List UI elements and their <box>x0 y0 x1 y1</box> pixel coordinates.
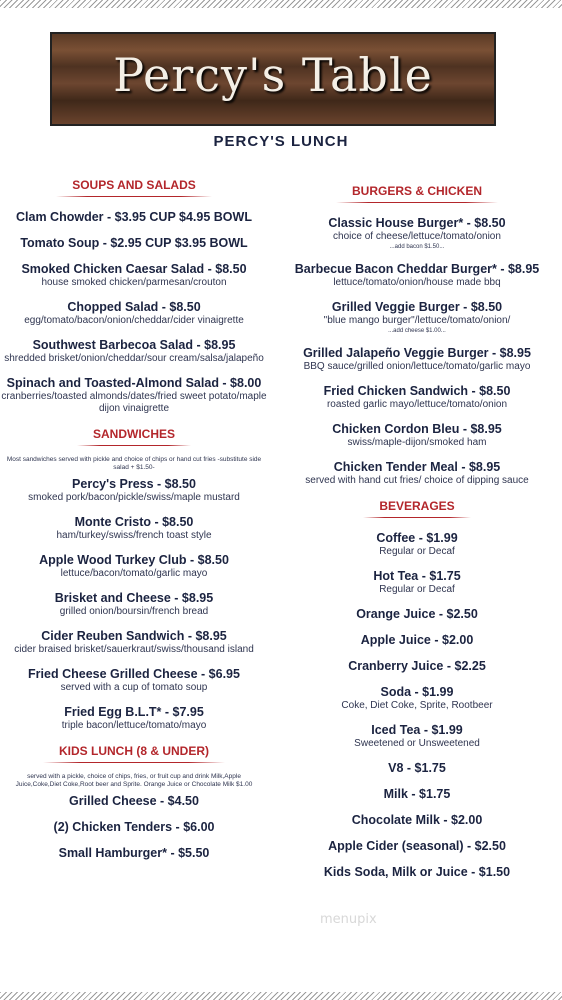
section-note: Most sandwiches served with pickle and choice of chips or hand cut fries -substitute side salad + $1.50- <box>6 456 262 471</box>
item-description: served with a cup of tomato soup <box>60 682 208 693</box>
item-name-price: Orange Juice - $2.50 <box>356 607 478 621</box>
section-title: SOUPS AND SALADS <box>56 178 212 195</box>
menu-item <box>0 375 268 415</box>
menu-item <box>286 786 548 802</box>
item-name-price: Fried Cheese Grilled Cheese - $6.95 <box>28 667 240 681</box>
item-name-price: Clam Chowder - $3.95 CUP $4.95 BOWL <box>16 210 252 224</box>
item-description: choice of cheese/lettuce/tomato/onion <box>333 231 501 242</box>
item-name-price: Grilled Jalapeño Veggie Burger - $8.95 <box>303 346 531 360</box>
item-description: BBQ sauce/grilled onion/lettuce/tomato/garlic mayo <box>303 361 531 372</box>
menu-item <box>286 864 548 880</box>
item-description: Regular or Decaf <box>379 546 455 557</box>
menu-item <box>0 552 268 580</box>
menu-item <box>0 299 268 327</box>
item-name-price: Chicken Tender Meal - $8.95 <box>333 460 501 474</box>
item-name-price: Barbecue Bacon Cheddar Burger* - $8.95 <box>294 262 540 276</box>
menu-item <box>286 684 548 712</box>
menu-item <box>286 261 548 289</box>
item-name-price: Soda - $1.99 <box>380 685 454 699</box>
item-description: lettuce/tomato/onion/house made bbq <box>333 277 501 288</box>
item-description: roasted garlic mayo/lettuce/tomato/onion <box>326 399 508 410</box>
menu-item <box>286 459 548 487</box>
section-header <box>286 182 548 209</box>
item-description: grilled onion/boursin/french bread <box>59 606 209 617</box>
item-description: served with hand cut fries/ choice of dipping sauce <box>305 475 529 486</box>
item-name-price: Apple Cider (seasonal) - $2.50 <box>328 839 506 853</box>
item-name-price: Brisket and Cheese - $8.95 <box>54 591 214 605</box>
menu-item <box>0 209 268 225</box>
item-name-price: Apple Juice - $2.00 <box>360 633 474 647</box>
item-name-price: Chicken Cordon Bleu - $8.95 <box>332 422 502 436</box>
section-note: served with a pickle, choice of chips, fries, or fruit cup and drink Milk,Apple Juice,Coke,Diet Coke,Root beer and Sprite. Orange Juice or Chocolate Milk $1.00 <box>15 773 253 788</box>
menu-item <box>286 345 548 373</box>
section-header <box>0 742 268 769</box>
item-description: shredded brisket/onion/cheddar/sour cream/salsa/jalapeño <box>4 353 264 364</box>
item-name-price: Fried Egg B.L.T* - $7.95 <box>64 705 204 719</box>
menu-item <box>0 666 268 694</box>
menu-item <box>0 337 268 365</box>
item-name-price: Small Hamburger* - $5.50 <box>58 846 210 860</box>
item-name-price: V8 - $1.75 <box>388 761 446 775</box>
item-description: swiss/maple-dijon/smoked ham <box>347 437 487 448</box>
restaurant-name: Percy's Table <box>113 48 433 102</box>
section-title: BURGERS & CHICKEN <box>336 184 498 201</box>
menu-item <box>0 590 268 618</box>
item-name-price: Chopped Salad - $8.50 <box>67 300 201 314</box>
section-title: BEVERAGES <box>363 499 470 516</box>
item-description: house smoked chicken/parmesan/crouton <box>41 277 227 288</box>
menu-item <box>0 261 268 289</box>
item-description: cider braised brisket/sauerkraut/swiss/thousand island <box>14 644 254 655</box>
menu-item <box>0 819 268 835</box>
item-addon-note: ...add cheese $1.00... <box>388 328 446 334</box>
menu-item <box>0 235 268 251</box>
menu-item <box>286 658 548 674</box>
item-description: Sweetened or Unsweetened <box>354 738 480 749</box>
menu-section <box>286 497 548 880</box>
menu-item <box>286 760 548 776</box>
right-menu-column <box>286 182 548 890</box>
item-name-price: Milk - $1.75 <box>383 787 451 801</box>
item-addon-note: ...add bacon $1.50... <box>389 244 445 250</box>
menu-section <box>286 182 548 487</box>
item-description: ham/turkey/swiss/french toast style <box>56 530 212 541</box>
section-header <box>0 425 268 452</box>
left-menu-column <box>0 176 268 871</box>
item-name-price: Grilled Veggie Burger - $8.50 <box>331 300 503 314</box>
item-name-price: Kids Soda, Milk or Juice - $1.50 <box>323 865 511 879</box>
menu-item <box>286 421 548 449</box>
menu-section <box>0 176 268 415</box>
item-description: Coke, Diet Coke, Sprite, Rootbeer <box>341 700 493 711</box>
item-name-price: Hot Tea - $1.75 <box>373 569 461 583</box>
section-header <box>286 497 548 524</box>
menu-item <box>286 568 548 596</box>
section-title: KIDS LUNCH (8 & UNDER) <box>43 744 225 761</box>
item-description: cranberries/toasted almonds/dates/fried sweet potato/maple dijon vinaigrette <box>1 391 267 414</box>
menu-item <box>286 606 548 622</box>
item-name-price: Iced Tea - $1.99 <box>371 723 463 737</box>
menu-item <box>0 704 268 732</box>
item-description: Regular or Decaf <box>379 584 455 595</box>
decorative-border-top <box>0 0 562 8</box>
item-name-price: Southwest Barbecoa Salad - $8.95 <box>32 338 236 352</box>
item-description: smoked pork/bacon/pickle/swiss/maple mustard <box>28 492 240 503</box>
item-name-price: Cider Reuben Sandwich - $8.95 <box>41 629 227 643</box>
menu-item <box>286 632 548 648</box>
restaurant-logo-banner <box>50 32 496 126</box>
section-header <box>0 176 268 203</box>
watermark: menupix <box>320 912 377 927</box>
menu-item <box>0 514 268 542</box>
item-name-price: Fried Chicken Sandwich - $8.50 <box>323 384 511 398</box>
item-name-price: Classic House Burger* - $8.50 <box>328 216 506 230</box>
item-description: triple bacon/lettuce/tomato/mayo <box>61 720 207 731</box>
item-description: "blue mango burger"/lettuce/tomato/onion/ <box>323 315 511 326</box>
menu-item <box>0 793 268 809</box>
item-name-price: Tomato Soup - $2.95 CUP $3.95 BOWL <box>20 236 248 250</box>
menu-item <box>286 383 548 411</box>
item-name-price: Smoked Chicken Caesar Salad - $8.50 <box>21 262 247 276</box>
menu-section <box>0 742 268 861</box>
item-name-price: Cranberry Juice - $2.25 <box>348 659 486 673</box>
menu-title: PERCY'S LUNCH <box>213 133 349 150</box>
item-name-price: (2) Chicken Tenders - $6.00 <box>53 820 215 834</box>
menu-item <box>286 530 548 558</box>
item-name-price: Monte Cristo - $8.50 <box>74 515 194 529</box>
menu-item <box>286 722 548 750</box>
menu-item <box>286 838 548 854</box>
item-name-price: Chocolate Milk - $2.00 <box>351 813 483 827</box>
item-description: lettuce/bacon/tomato/garlic mayo <box>60 568 208 579</box>
item-name-price: Percy's Press - $8.50 <box>72 477 196 491</box>
menu-item <box>286 812 548 828</box>
menu-item <box>286 215 548 251</box>
menu-item <box>0 845 268 861</box>
menu-item <box>0 628 268 656</box>
section-title: SANDWICHES <box>77 427 191 444</box>
menu-item <box>0 476 268 504</box>
menu-section <box>0 425 268 732</box>
item-name-price: Spinach and Toasted-Almond Salad - $8.00 <box>6 376 262 390</box>
item-name-price: Apple Wood Turkey Club - $8.50 <box>39 553 229 567</box>
decorative-border-bottom <box>0 992 562 1000</box>
item-name-price: Coffee - $1.99 <box>376 531 458 545</box>
menu-item <box>286 299 548 335</box>
item-description: egg/tomato/bacon/onion/cheddar/cider vinaigrette <box>24 315 244 326</box>
item-name-price: Grilled Cheese - $4.50 <box>69 794 199 808</box>
